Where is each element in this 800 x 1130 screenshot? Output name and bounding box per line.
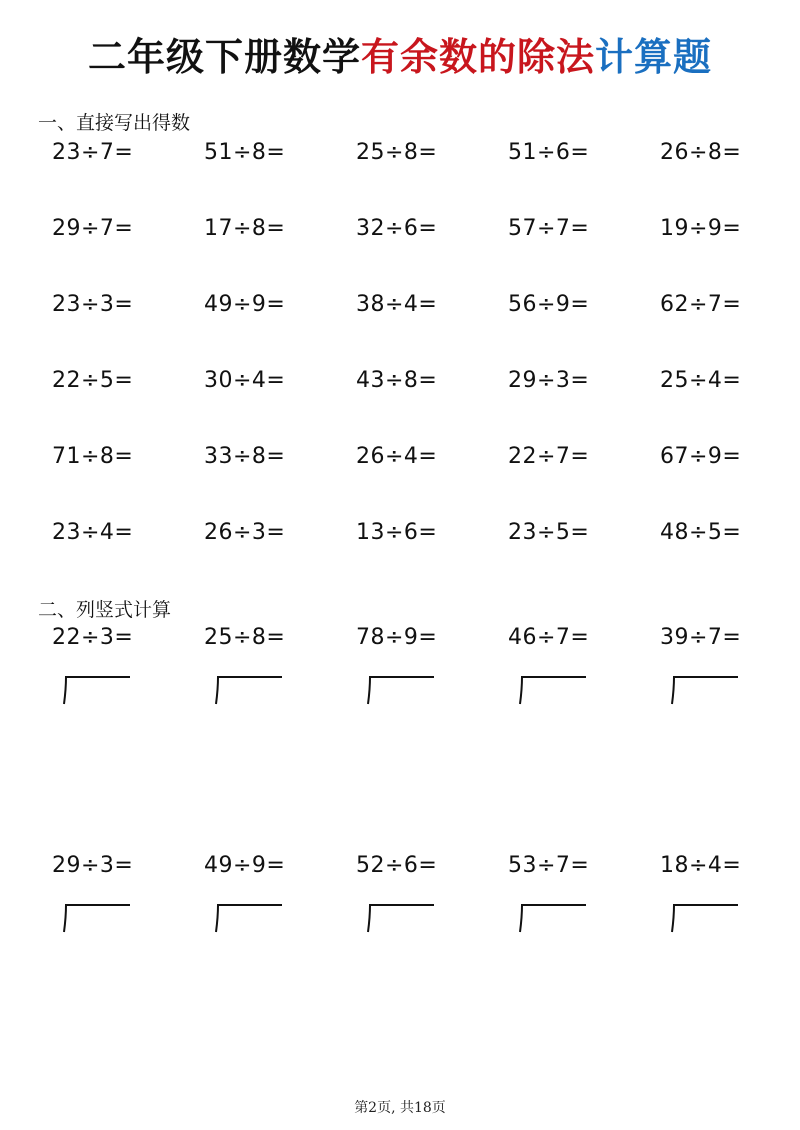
oral-problem: 26÷8= xyxy=(660,140,742,165)
oral-problem: 51÷6= xyxy=(508,140,590,165)
vertical-problem: 53÷7= xyxy=(508,853,590,878)
oral-problem: 30÷4= xyxy=(204,368,286,393)
long-division-bracket xyxy=(58,903,130,933)
oral-problem: 29÷7= xyxy=(52,216,134,241)
long-division-bracket xyxy=(210,903,282,933)
oral-problem: 71÷8= xyxy=(52,444,134,469)
long-division-bracket xyxy=(58,675,130,705)
oral-problem: 32÷6= xyxy=(356,216,438,241)
vertical-problem: 52÷6= xyxy=(356,853,438,878)
oral-problem: 22÷7= xyxy=(508,444,590,469)
oral-problem: 26÷4= xyxy=(356,444,438,469)
oral-problem: 48÷5= xyxy=(660,520,742,545)
oral-problem: 29÷3= xyxy=(508,368,590,393)
oral-problem: 43÷8= xyxy=(356,368,438,393)
section1-heading: 一、直接写出得数 xyxy=(38,112,191,134)
oral-problem: 23÷3= xyxy=(52,292,134,317)
vertical-problem: 39÷7= xyxy=(660,625,742,650)
vertical-problem: 49÷9= xyxy=(204,853,286,878)
vertical-problem: 18÷4= xyxy=(660,853,742,878)
oral-problem: 26÷3= xyxy=(204,520,286,545)
oral-problem: 17÷8= xyxy=(204,216,286,241)
oral-problem: 67÷9= xyxy=(660,444,742,469)
oral-problem: 19÷9= xyxy=(660,216,742,241)
oral-problem: 38÷4= xyxy=(356,292,438,317)
oral-problem: 22÷5= xyxy=(52,368,134,393)
oral-problem: 56÷9= xyxy=(508,292,590,317)
long-division-bracket xyxy=(210,675,282,705)
vertical-problem: 25÷8= xyxy=(204,625,286,650)
long-division-bracket xyxy=(362,675,434,705)
vertical-problem: 46÷7= xyxy=(508,625,590,650)
oral-problem: 23÷5= xyxy=(508,520,590,545)
title-part-type: 计算题 xyxy=(595,35,713,79)
long-division-bracket xyxy=(666,903,738,933)
oral-problem: 33÷8= xyxy=(204,444,286,469)
section2-heading: 二、列竖式计算 xyxy=(38,599,172,621)
long-division-bracket xyxy=(514,903,586,933)
oral-problem: 49÷9= xyxy=(204,292,286,317)
page-title xyxy=(0,26,800,81)
oral-problem: 57÷7= xyxy=(508,216,590,241)
oral-problem: 23÷4= xyxy=(52,520,134,545)
oral-problem: 62÷7= xyxy=(660,292,742,317)
vertical-problem: 22÷3= xyxy=(52,625,134,650)
oral-problem: 23÷7= xyxy=(52,140,134,165)
title-part-topic: 有余数的除法 xyxy=(360,35,595,79)
page-footer: 第2页, 共18页 xyxy=(354,1100,446,1116)
title-part-grade: 二年级下册数学 xyxy=(87,35,361,79)
oral-problem: 25÷4= xyxy=(660,368,742,393)
long-division-bracket xyxy=(666,675,738,705)
vertical-problem: 78÷9= xyxy=(356,625,438,650)
vertical-problem: 29÷3= xyxy=(52,853,134,878)
long-division-bracket xyxy=(514,675,586,705)
long-division-bracket xyxy=(362,903,434,933)
oral-problem: 13÷6= xyxy=(356,520,438,545)
oral-problem: 51÷8= xyxy=(204,140,286,165)
oral-problem: 25÷8= xyxy=(356,140,438,165)
